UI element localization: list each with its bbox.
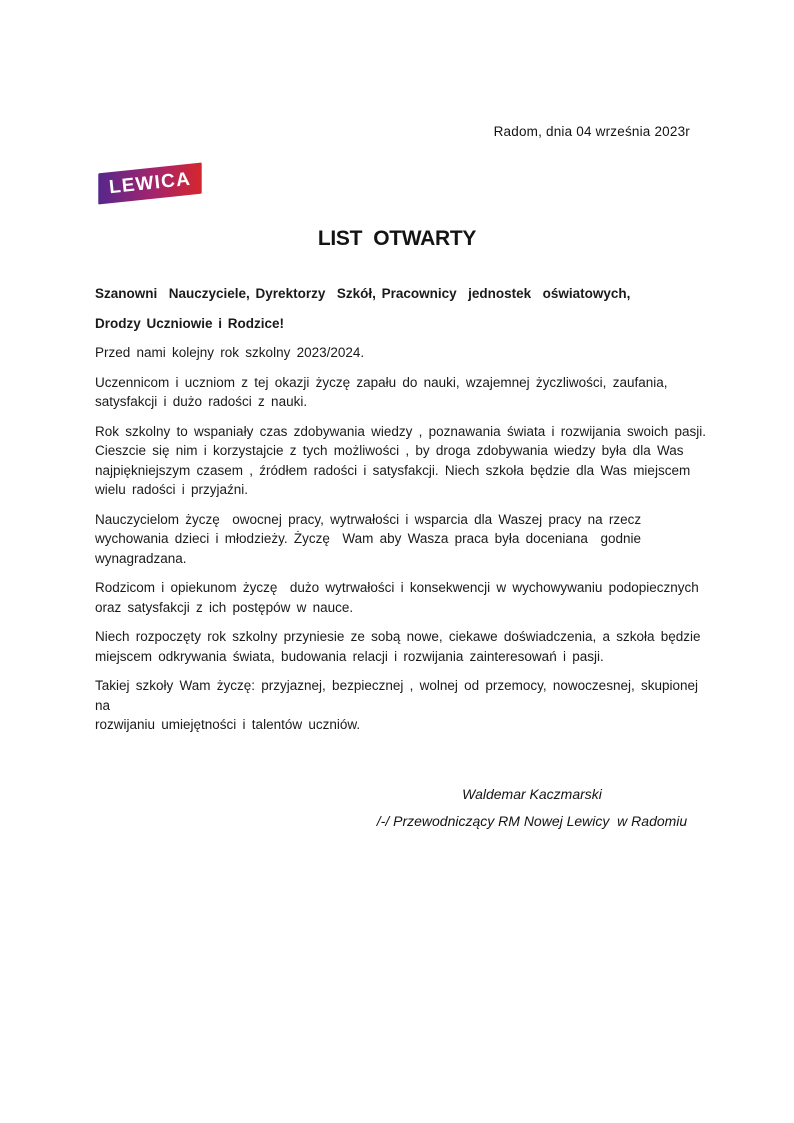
letter-paragraph: [95, 422, 715, 500]
text-line: satysfakcji i dużo radości z nauki.: [95, 394, 308, 409]
text-line: Szanowni Nauczyciele, Dyrektorzy Szkół, Pracownicy jednostek oświatowych,: [95, 286, 631, 301]
text-line: Przed nami kolejny rok szkolny 2023/2024.: [95, 345, 365, 360]
text-line: Rok szkolny to wspaniały czas zdobywania wiedzy , poznawania świata i rozwijania swoich pasji.: [95, 423, 707, 439]
letter-paragraph: [95, 373, 715, 412]
signature-role: /-/ Przewodniczący RM Nowej Lewicy w Radomiu: [376, 813, 688, 829]
text-line: najpiękniejszym czasem , źródłem radości i satysfakcji. Niech szkoła będzie dla Was miejscem: [95, 462, 691, 478]
letter-paragraph: [95, 676, 715, 735]
letter-paragraph: [95, 510, 715, 569]
date-line: Radom, dnia 04 września 2023r: [493, 124, 690, 139]
text-line: wychowania dzieci i młodzieży. Życzę Wam aby Wasza praca była doceniana godnie: [95, 531, 641, 546]
letter-paragraph: [95, 627, 715, 666]
letter-paragraph: [95, 343, 715, 363]
text-line: Rodzicom i opiekunom życzę dużo wytrwałości i konsekwencji w wychowywaniu podopiecznych: [95, 580, 699, 595]
letter-paragraph: [95, 314, 715, 334]
text-line: wynagradzana.: [95, 550, 187, 566]
lewica-logo-text: LEWICA: [107, 168, 192, 198]
text-line: oraz satysfakcji z ich postępów w nauce.: [95, 599, 354, 615]
letter-title: LIST OTWARTY: [317, 227, 477, 250]
text-line: Nauczycielom życzę owocnej pracy, wytrwałości i wsparcia dla Waszej pracy na rzecz: [95, 511, 642, 527]
text-line: Drodzy Uczniowie i Rodzice!: [95, 315, 285, 331]
text-line: wielu radości i przyjaźni.: [95, 482, 249, 497]
text-line: Uczennicom i uczniom z tej okazji życzę zapału do nauki, wzajemnej życzliwości, zaufania,: [95, 374, 668, 390]
lewica-logo-banner: [98, 162, 201, 204]
lewica-logo: [96, 164, 216, 208]
text-line: rozwijaniu umiejętności i talentów uczniów.: [95, 717, 361, 732]
text-line: miejscem odkrywania świata, budowania relacji i rozwijania zainteresowań i pasji.: [95, 648, 604, 664]
text-line: Takiej szkoły Wam życzę: przyjaznej, bezpiecznej , wolnej od przemocy, nowoczesnej, skupionej na: [95, 678, 705, 713]
signature-name: Waldemar Kaczmarski: [462, 786, 602, 802]
text-line: Cieszcie się nim i korzystajcie z tych możliwości , by droga zdobywania wiedzy była dla Was: [95, 443, 684, 458]
text-line: Niech rozpoczęty rok szkolny przyniesie ze sobą nowe, ciekawe doświadczenia, a szkoła będzie: [95, 629, 701, 644]
letter-paragraph: [95, 284, 715, 304]
signature-block: [320, 786, 744, 829]
letter-paragraph: [95, 578, 715, 617]
letter-body: [95, 284, 715, 745]
